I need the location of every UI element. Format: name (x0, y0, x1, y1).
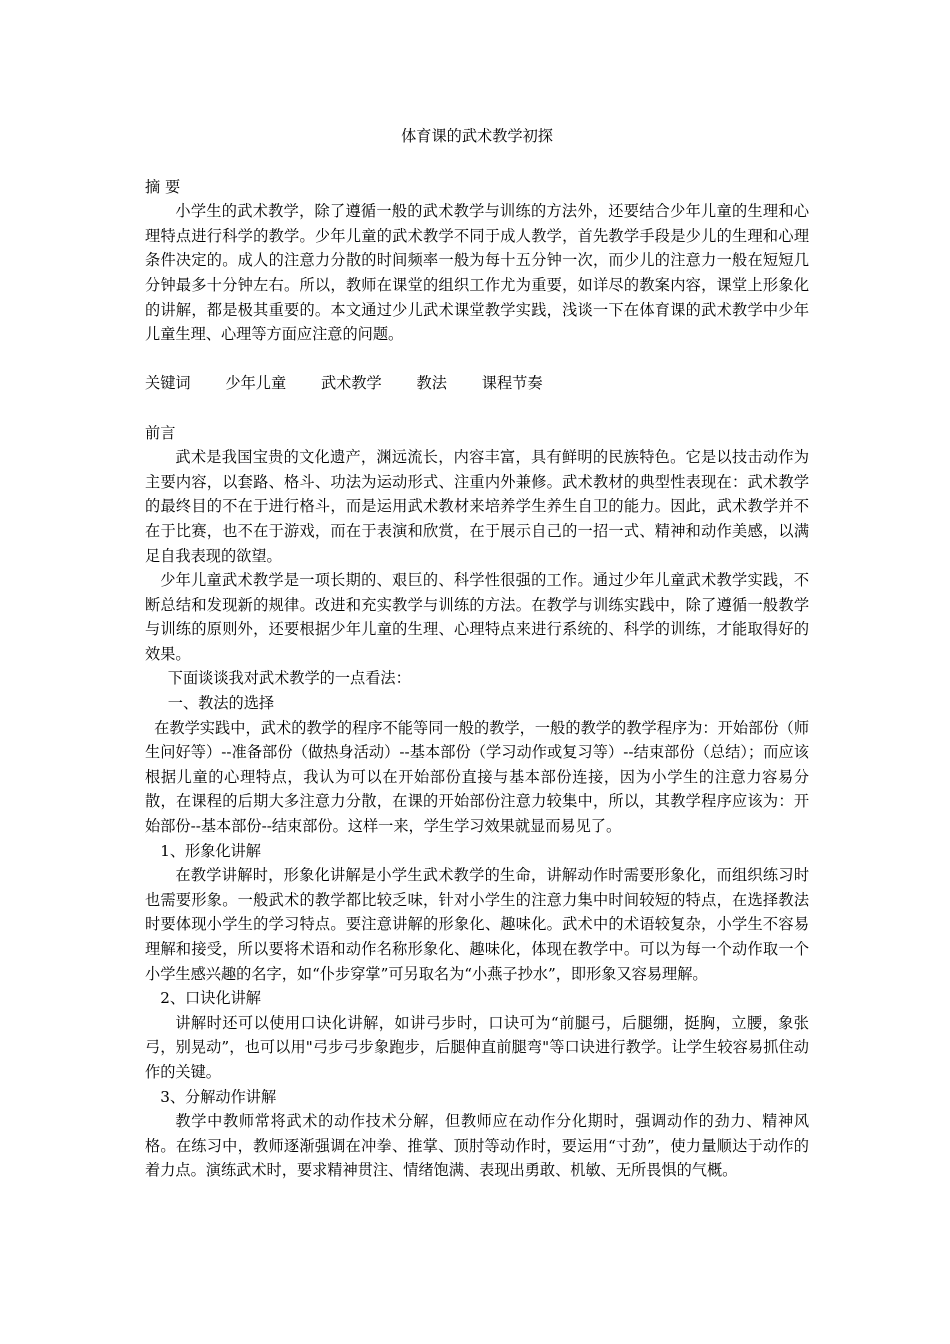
keywords-line (145, 371, 809, 396)
spacer (145, 396, 809, 421)
abstract-paragraph: 小学生的武术教学，除了遵循一般的武术教学与训练的方法外，还要结合少年儿童的生理和心理特点进行科学的教学。少年儿童的武术教学不同于成人教学，首先教学手段是少儿的生理和心理条件决定的。成人的注意力分散的时间频率一般为每十五分钟一次，而少儿的注意力一般在短短几分钟最多十分钟左右。所以，教师在课堂的组织工作尤为重要，如详尽的教案内容，课堂上形象化的讲解，都是极其重要的。本文通过少儿武术课堂教学实践，浅谈一下在体育课的武术教学中少年儿童生理、心理等方面应注意的问题。 (145, 202, 809, 344)
intro-line: 下面谈谈我对武术教学的一点看法： (167, 669, 411, 688)
keyword-item: 课程节奏 (481, 374, 543, 393)
subsection-heading: 2、口诀化讲解 (160, 989, 261, 1008)
preface-paragraph: 武术是我国宝贵的文化遗产，渊远流长，内容丰富，具有鲜明的民族特色。它是以技击动作为主要内容，以套路、格斗、功法为运动形式、注重内外兼修。武术教材的典型性表现在：武术教学的最终目的不在于进行格斗，而是运用武术教材来培养学生养生自卫的能力。因此，武术教学并不在于比赛，也不在于游戏，而在于表演和欣赏，在于展示自己的一招一式、精神和动作美感，以满足自我表现的欲望。 (145, 448, 809, 565)
section-paragraph: 在教学实践中，武术的教学的程序不能等同一般的教学，一般的教学的教学程序为：开始部份（师生问好等）--准备部份（做热身活动）--基本部份（学习动作或复习等）--结束部份（总结）；而应该根据儿童的心理特点，我认为可以在开始部份直接与基本部份连接，因为小学生的注意力容易分散，在课程的后期大多注意力分散，在课的开始部份注意力较集中，所以，其教学程序应该为：开始部份--基本部份--结束部份。这样一来，学生学习效果就显而易见了。 (145, 718, 809, 836)
keywords-label: 关键词 (145, 374, 191, 393)
keyword-item: 教法 (416, 374, 447, 393)
subsection-paragraph: 在教学讲解时，形象化讲解是小学生武术教学的生命，讲解动作时需要形象化，而组织练习时也需要形象。一般武术的教学都比较乏味，针对小学生的注意力集中时间较短的特点，在选择教法时要体现小学生的学习特点。要注意讲解的形象化、趣味化。武术中的术语较复杂，小学生不容易理解和接受，所以要将术语和动作名称形象化、趣味化，体现在教学中。可以为每一个动作取一个小学生感兴趣的名字，如“仆步穿掌”可另取名为“小燕子抄水”，即形象又容易理解。 (145, 866, 809, 983)
subsection-heading: 1、形象化讲解 (160, 841, 261, 860)
preface-heading: 前言 (145, 423, 176, 442)
subsection-heading: 3、分解动作讲解 (160, 1087, 277, 1106)
preface-paragraph: 少年儿童武术教学是一项长期的、艰巨的、科学性很强的工作。通过少年儿童武术教学实践，不断总结和发现新的规律。改进和充实教学与训练的方法。在教学与训练实践中，除了遵循一般教学与训练的原则外，还要根据少年儿童的生理、心理特点来进行系统的、科学的训练，才能取得好的效果。 (145, 571, 809, 663)
document-title: 体育课的武术教学初探 (401, 127, 553, 145)
subsection-paragraph: 讲解时还可以使用口诀化讲解，如讲弓步时，口诀可为“前腿弓，后腿绷，挺胸，立腰，象张弓，别晃动”，也可以用"弓步弓步象跑步，后腿伸直前腿弯"等口诀进行教学。让学生较容易抓住动作的关键。 (145, 1013, 809, 1081)
keyword-item: 少年儿童 (225, 374, 287, 393)
spacer (145, 347, 809, 372)
document-page (145, 124, 809, 1183)
keyword-item: 武术教学 (320, 374, 382, 393)
section-heading: 一、教法的选择 (167, 694, 275, 713)
subsection-paragraph: 教学中教师常将武术的动作技术分解，但教师应在动作分化期时，强调动作的劲力、精神风格。在练习中，教师逐渐强调在冲拳、推掌、顶肘等动作时，要运用“寸劲”，使力量顺达于动作的着力点。演练武术时，要求精神贯注、情绪饱满、表现出勇敢、机敏、无所畏惧的气概。 (145, 1112, 809, 1180)
abstract-heading: 摘 要 (145, 177, 181, 196)
